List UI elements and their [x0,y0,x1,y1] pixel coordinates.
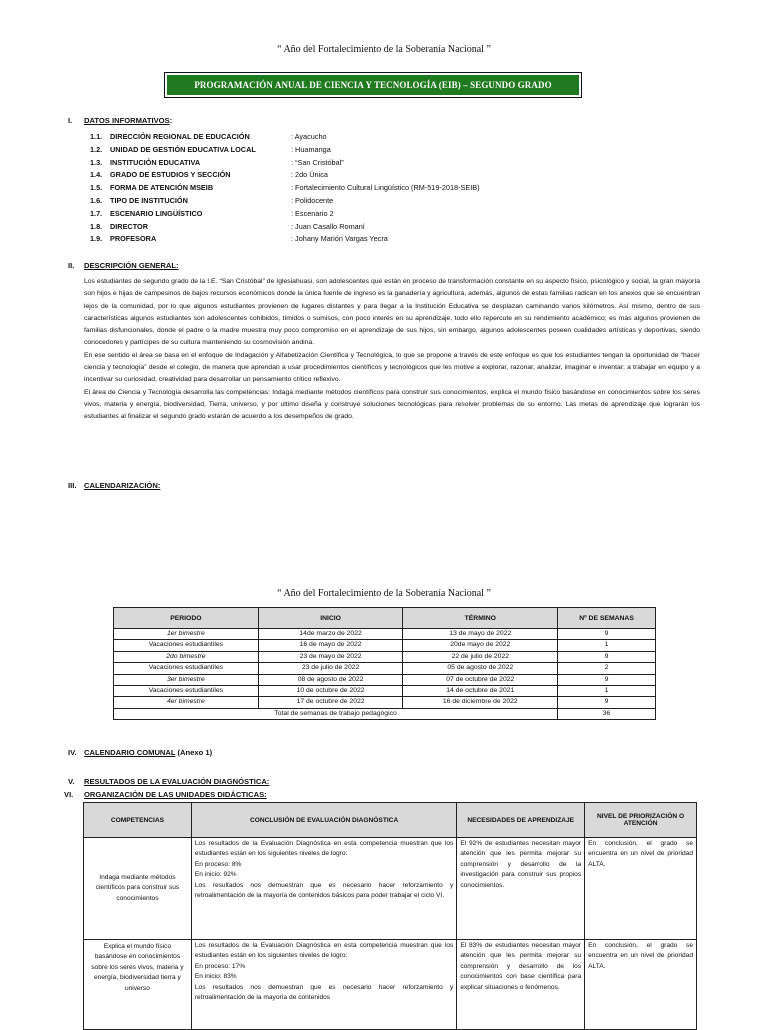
info-row [90,221,591,234]
info-number: 1.6. [90,195,103,205]
section-number: III. [68,481,77,490]
info-label: FORMA DE ATENCIÓN MSEIB [110,183,214,193]
priority-cell: En conclusión, el grado se encuentra en un nivel de prioridad ALTA. [585,838,697,940]
table-header-row [114,608,656,629]
section-title: DATOS INFORMATIVOS [84,116,170,125]
total-label-cell: Total de semanas de trabajo pedagógico [114,708,558,719]
section-heading-calendario-comunal [68,748,212,757]
priority-cell: En conclusión, el grado se encuentra en un nivel de prioridad ALTA. [585,940,697,1030]
info-value: : Fortalecimiento Cultural Lingüístico (RM-519-2018-SEIB) [291,183,480,193]
calendar-table [113,607,656,720]
description-paragraph: El área de Ciencia y Tecnología desarrolla las competencias: Indaga mediante métodos científicos para construir sus conocimientos, explica el mundo físico basándose en conocimientos sobre los seres vivos, materia y energía, biodiversidad, Tierra, universo, y por ultimo diseña y construye soluciones tecnológicas para resolver problemas de su entorno. Las metas de aprendizaje que lograrán los estudiantes al finalizar el segundo grado estarán de acuerdo a los desempeños de grado. [84,388,700,421]
info-label: DIRECTOR [110,221,148,231]
section-number: II. [68,261,75,270]
end-cell: 13 de mayo de 2022 [403,629,558,640]
info-row [90,169,591,182]
section-title: DESCRIPCIÓN GENERAL: [84,261,179,270]
end-cell: 22 de julio de 2022 [403,651,558,662]
period-cell: 4er bimestre [114,697,259,708]
section-suffix: : [169,116,173,125]
weeks-cell: 9 [558,651,656,662]
column-header: INICIO [258,608,403,629]
info-value: : Juan Casallo Romaní [291,221,365,231]
column-header: NECESIDADES DE APRENDIZAJE [457,803,585,838]
info-number: 1.3. [90,157,103,167]
weeks-cell: 1 [558,640,656,651]
info-row [90,144,591,157]
page-motto: “ Año del Fortalecimiento de la Soberanía Nacional ” [277,44,491,55]
section-heading-resultados [68,777,269,786]
table-row [114,663,656,674]
info-label: UNIDAD DE GESTIÓN EDUCATIVA LOCAL [110,144,256,154]
column-header: PERIODO [114,608,259,629]
info-row [90,195,591,208]
section-heading-calendarizacion [68,481,160,490]
period-cell: 3er bimestre [114,674,259,685]
conclusion-text: En proceso: 8% [194,860,242,868]
info-list [90,131,591,246]
start-cell: 14de marzo de 2022 [258,629,403,640]
conclusion-cell [191,838,456,940]
start-cell: 16 de mayo de 2022 [258,640,403,651]
start-cell: 17 de octubre de 2022 [258,697,403,708]
start-cell: 23 de julio de 2022 [258,663,403,674]
table-row [114,651,656,662]
table-row [84,940,697,1030]
info-value: : Johany Marión Vargas Yecra [291,234,388,244]
table-row [84,838,697,940]
organization-table [83,802,697,1030]
info-value: : Polidocente [291,195,334,205]
end-cell: 16 de diciembre de 2022 [403,697,558,708]
section-heading-organizacion [64,790,267,799]
table-row [114,640,656,651]
description-body [84,276,700,424]
info-row [90,208,591,221]
period-cell: Vacaciones estudiantiles [114,663,259,674]
need-cell: El 83% de estudiantes necesitan mayor atención que les permita mejorar su comprensión y desarrollo de los conocimientos con base científica para explicar situaciones o fenómenos. [457,940,585,1030]
end-cell: 14 de octubre de 2021 [403,686,558,697]
page-motto-repeat: “ Año del Fortalecimiento de la Soberanía Nacional ” [277,588,491,599]
column-header: Nº DE SEMANAS [558,608,656,629]
conclusion-text: Los resultados de la Evaluación Diagnóstica en esta competencia muestran que los estudiantes están en los siguientes niveles de logro: [194,942,454,960]
info-label: DIRECCIÓN REGIONAL DE EDUCACIÓN [110,132,250,141]
section-heading-datos [68,116,172,125]
info-label: GRADO DE ESTUDIOS Y SECCIÓN [110,170,231,180]
end-cell: 07 de octubre de 2022 [403,674,558,685]
table-row [114,674,656,685]
info-label: TIPO DE INSTITUCIÓN [110,195,188,205]
info-number: 1.4. [90,170,103,180]
banner-title: PROGRAMACIÓN ANUAL DE CIENCIA Y TECNOLOGÍA (EIB) – SEGUNDO GRADO [167,75,579,95]
conclusion-text: Los resultados nos demuestran que es necesario hacer reforzamiento y retroalimentación de la mayoría de contenidos básicos para poder trabajar el ciclo VI. [194,881,454,900]
column-header: TÉRMINO [403,608,558,629]
start-cell: 10 de octubre de 2022 [258,686,403,697]
section-heading-descripcion [68,261,179,270]
period-cell: Vacaciones estudiantiles [114,640,259,651]
info-row [90,182,591,195]
column-header: COMPETENCIAS [84,803,192,838]
info-row [90,131,591,144]
conclusion-text: En proceso: 17% [194,962,246,970]
conclusion-text: Los resultados de la Evaluación Diagnóstica en esta competencia muestran que los estudiantes están en los siguientes niveles de logro: [194,840,454,858]
table-row [114,629,656,640]
period-cell: 2do bimestre [114,651,259,662]
conclusion-text: Los resultados nos demuestran que es necesario hacer reforzamiento y retroalimentación de la mayoría de contenidos [194,983,454,1002]
table-header-row [84,803,697,838]
conclusion-text: En inicio: 83% [194,973,237,981]
section-title: RESULTADOS DE LA EVALUACIÓN DIAGNÓSTICA: [84,777,270,786]
info-row [90,233,591,246]
section-title: CALENDARIO COMUNAL [84,748,176,757]
competence-cell: Indaga mediante métodos científicos para construir sus conocimientos [84,838,192,940]
period-cell: Vacaciones estudiantiles [114,686,259,697]
section-number: V. [68,777,75,786]
conclusion-text: En inicio: 92% [194,871,237,879]
table-row [114,686,656,697]
weeks-cell: 9 [558,697,656,708]
description-paragraph: Los estudiantes de segundo grado de la I.E. “San Cristóbal” de Iglesiahuasi, son adolescentes que están en proceso de transformación constante en su aspecto físico, psicológico y social, la gran mayoría son hijos e hijas de campesinos de bajos recursos económicos donde la única fuente de ingreso es la ganadería y agricultura, además, algunos de estas familias radican en los anexos que se encuentran lejos de la comunidad, por lo que algunos estudiantes provienen de lugares distantes y para llegar a la Institución Educativa se desplazan caminando varios kilómetros. Así mismo, dentro de sus características algunos estudiantes son adolescentes cohibidos, tímidos o sumisos, con poco interés en su aprendizaje, todo ello repercute en su rendimiento académico; es más algunos provienen de familias disfuncionales, donde el padre o la madre muestra muy poco compromiso en el aprendizaje de sus hijos, sin embargo, algunos adolescentes poseen cualidades artísticas y deportivas, siendo conocedores y partícipes de su cultura manteniendo su cosmovisión andina. [84,278,700,347]
column-header: NIVEL DE PRIORIZACIÓN O ATENCIÓN [585,803,697,838]
end-cell: 05 de agosto de 2022 [403,663,558,674]
section-number: VI. [64,790,74,799]
conclusion-cell [191,940,456,1030]
start-cell: 23 de mayo de 2022 [258,651,403,662]
info-number: 1.9. [90,234,103,244]
info-label: PROFESORA [110,234,157,244]
weeks-cell: 2 [558,663,656,674]
info-number: 1.2. [90,144,103,154]
weeks-cell: 9 [558,629,656,640]
section-title: CALENDARIZACIÓN: [84,481,161,490]
info-number: 1.8. [90,221,103,231]
info-label: INSTITUCIÓN EDUCATIVA [110,157,201,167]
info-value: : 2do Única [291,170,328,180]
total-value-cell: 36 [558,708,656,719]
title-banner [164,72,582,98]
start-cell: 08 de agosto de 2022 [258,674,403,685]
need-cell: El 92% de estudiantes necesitan mayor atención que les permita mejorar su comprensión y desarrollo de la investigación para construir sus propios conocimientos. [457,838,585,940]
table-row [114,697,656,708]
info-value: : Ayacucho [291,132,327,141]
info-number: 1.5. [90,183,103,193]
info-row [90,157,591,170]
column-header: CONCLUSIÓN DE EVALUACIÓN DIAGNÓSTICA [191,803,456,838]
section-note: (Anexo 1) [175,748,213,757]
description-paragraph: En ese sentido el área se basa en el enfoque de Indagación y Alfabetización Científica y Tecnológica, lo que se propone a través de este enfoque es que los estudiantes tengan la oportunidad de “hacer ciencia y tecnología” desde el colegio, de manera que aprendan a usar procedimientos científicos y tecnológicos que les motive a explorar, razonar, analizar, imaginar e inventar; a trabajar en equipo y a incentivar su curiosidad, creatividad para desarrollar un pensamiento crítico reflexivo. [84,351,700,384]
info-number: 1.1. [90,132,103,141]
info-number: 1.7. [90,208,103,218]
info-label: ESCENARIO LINGÜÍSTICO [110,208,203,218]
table-total-row [114,708,656,719]
competence-cell: Explica el mundo físico basándose en conocimientos sobre los seres vivos, materia y energía, biodiversidad tierra y universo [84,940,192,1030]
section-number: I. [68,116,73,125]
info-value: : Escenario 2 [291,208,334,218]
info-value: : “San Cristóbal” [291,157,344,167]
weeks-cell: 9 [558,674,656,685]
section-number: IV. [68,748,77,757]
info-value: : Huamanga [291,144,331,154]
weeks-cell: 1 [558,686,656,697]
end-cell: 20de mayo de 2022 [403,640,558,651]
section-title: ORGANIZACIÓN DE LAS UNIDADES DIDÁCTICAS: [84,790,267,799]
period-cell: 1er bimestre [114,629,259,640]
